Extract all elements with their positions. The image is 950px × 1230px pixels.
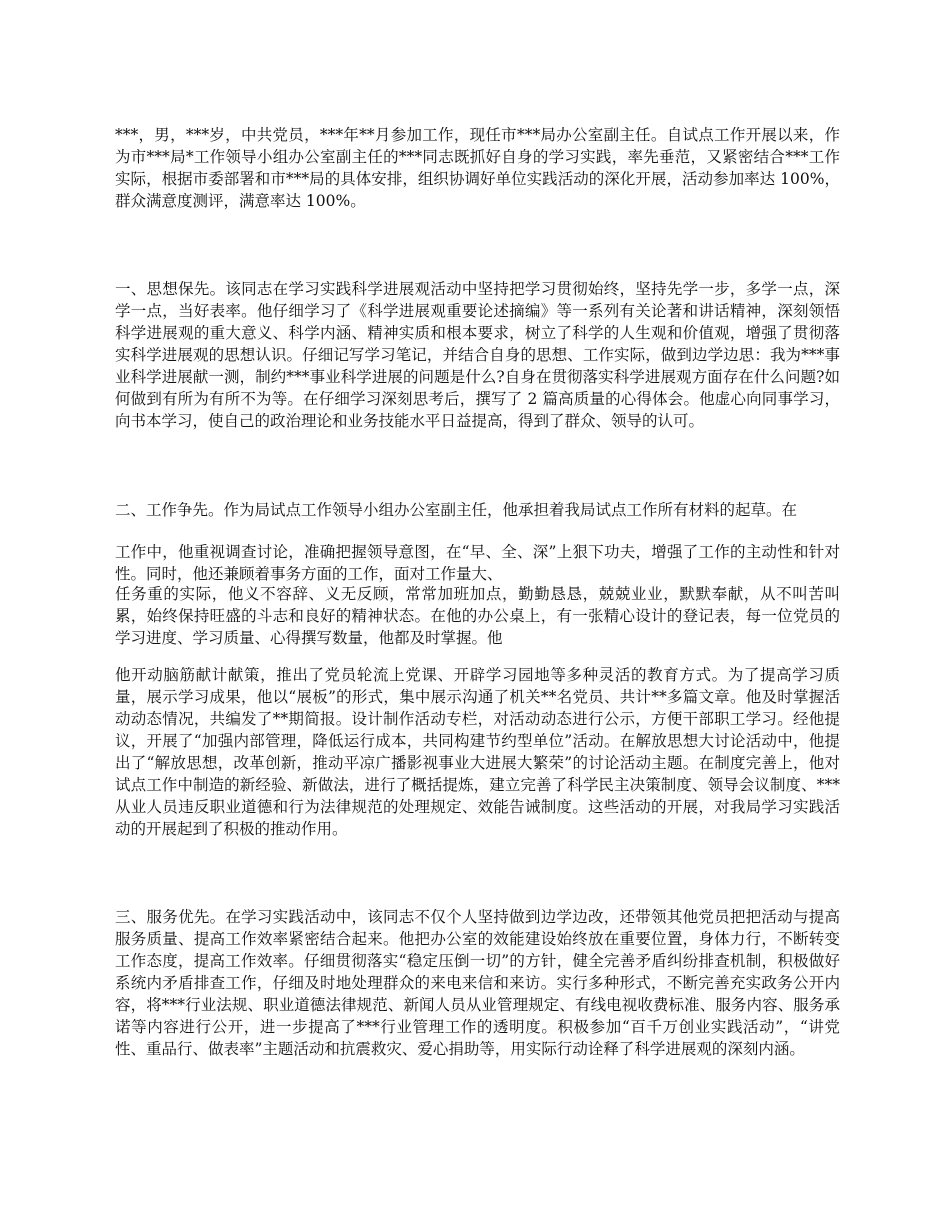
paragraph-task-heavy: 任务重的实际，他义不容辞、义无反顾，常常加班加点，勤勤恳恳，兢兢业业，默默奉献，从不叫苦叫累，始终保持旺盛的斗志和良好的精神状态。在他的办公桌上，有一张精心设计的登记表，每一位党员的学习进度、学习质量、心得撰写数量，他都及时掌握。他 (115, 585, 840, 647)
paragraph-work-continued: 工作中，他重视调查讨论，准确把握领导意图，在“早、全、深”上狠下功夫，增强了工作的主动性和针对性。同时，他还兼顾着事务方面的工作，面对工作量大、 (115, 543, 840, 583)
paragraph-thought-first: 一、思想保先。该同志在学习实践科学进展观活动中坚持把学习贯彻始终，坚持先学一步，多学一点，深学一点，当好表率。他仔细学习了《科学进展观重要论述摘编》等一系列有关论著和讲话精神，深刻领悟科学进展观的重大意义、科学内涵、精神实质和根本要求，树立了科学的人生观和价值观，增强了贯彻落实科学进展观的思想认识。仔细记写学习笔记，并结合自身的思想、工作实际，做到边学边思：我为***事业科学进展献一测，制约***事业科学进展的问题是什么?自身在贯彻落实科学进展观方面存在什么问题?如何做到有所为有所不为等。在仔细学习深刻思考后，撰写了 2 篇高质量的心得体会。他虚心向同事学习，向书本学习，使自己的政治理论和业务技能水平日益提高，得到了群众、领导的认可。 (115, 280, 840, 430)
paragraph-initiatives: 他开动脑筋献计献策，推出了党员轮流上党课、开辟学习园地等多种灵活的教育方式。为了提高学习质量，展示学习成果，他以“展板”的形式，集中展示沟通了机关**名党员、共计**多篇文章。他及时掌握活动动态情况，共编发了**期简报。设计制作活动专栏，对活动动态进行公示，方便干部职工学习。经他提议，开展了“加强内部管理，降低运行成本，共同构建节约型单位”活动。在解放思想大讨论活动中，他提出了“解放思想，改革创新，推动平凉广播影视事业大进展大繁荣”的讨论活动主题。在制度完善上，他对试点工作中制造的新经验、新做法，进行了概括提炼，建立完善了科学民主决策制度、领导会议制度、***从业人员违反职业道德和行为法律规范的处理规定、效能告诫制度。这些活动的开展，对我局学习实践活动的开展起到了积极的推动作用。 (115, 666, 840, 838)
paragraph-work-first: 二、工作争先。作为局试点工作领导小组办公室副主任，他承担着我局试点工作所有材料的起草。在 (115, 501, 798, 519)
paragraph-intro: ***，男，***岁，中共党员，***年**月参加工作，现任市***局办公室副主任。自试点工作开展以来，作为市***局*工作领导小组办公室副主任的***同志既抓好自身的学习实践，率先垂范，又紧密结合***工作实际，根据市委部署和市***局的具体安排，组织协调好单位实践活动的深化开展，活动参加率达 100%，群众满意度测评，满意率达 100%。 (115, 126, 840, 210)
paragraph-service-first: 三、服务优先。在学习实践活动中，该同志不仅个人坚持做到边学边改，还带领其他党员把把活动与提高服务质量、提高工作效率紧密结合起来。他把办公室的效能建设始终放在重要位置，身体力行，不断转变工作态度，提高工作效率。仔细贯彻落实“稳定压倒一切”的方针，健全完善矛盾纠纷排查机制，积极做好系统内矛盾排查工作，仔细及时地处理群众的来电来信和来访。实行多种形式，不断完善充实政务公开内容，将***行业法规、职业道德法律规范、新闻人员从业管理规定、有线电视收费标准、服务内容、服务承诺等内容进行公开，进一步提高了***行业管理工作的透明度。积极参加“百千万创业实践活动”，“讲党性、重品行、做表率”主题活动和抗震救灾、爱心捐助等，用实际行动诠释了科学进展观的深刻内涵。 (115, 908, 840, 1058)
